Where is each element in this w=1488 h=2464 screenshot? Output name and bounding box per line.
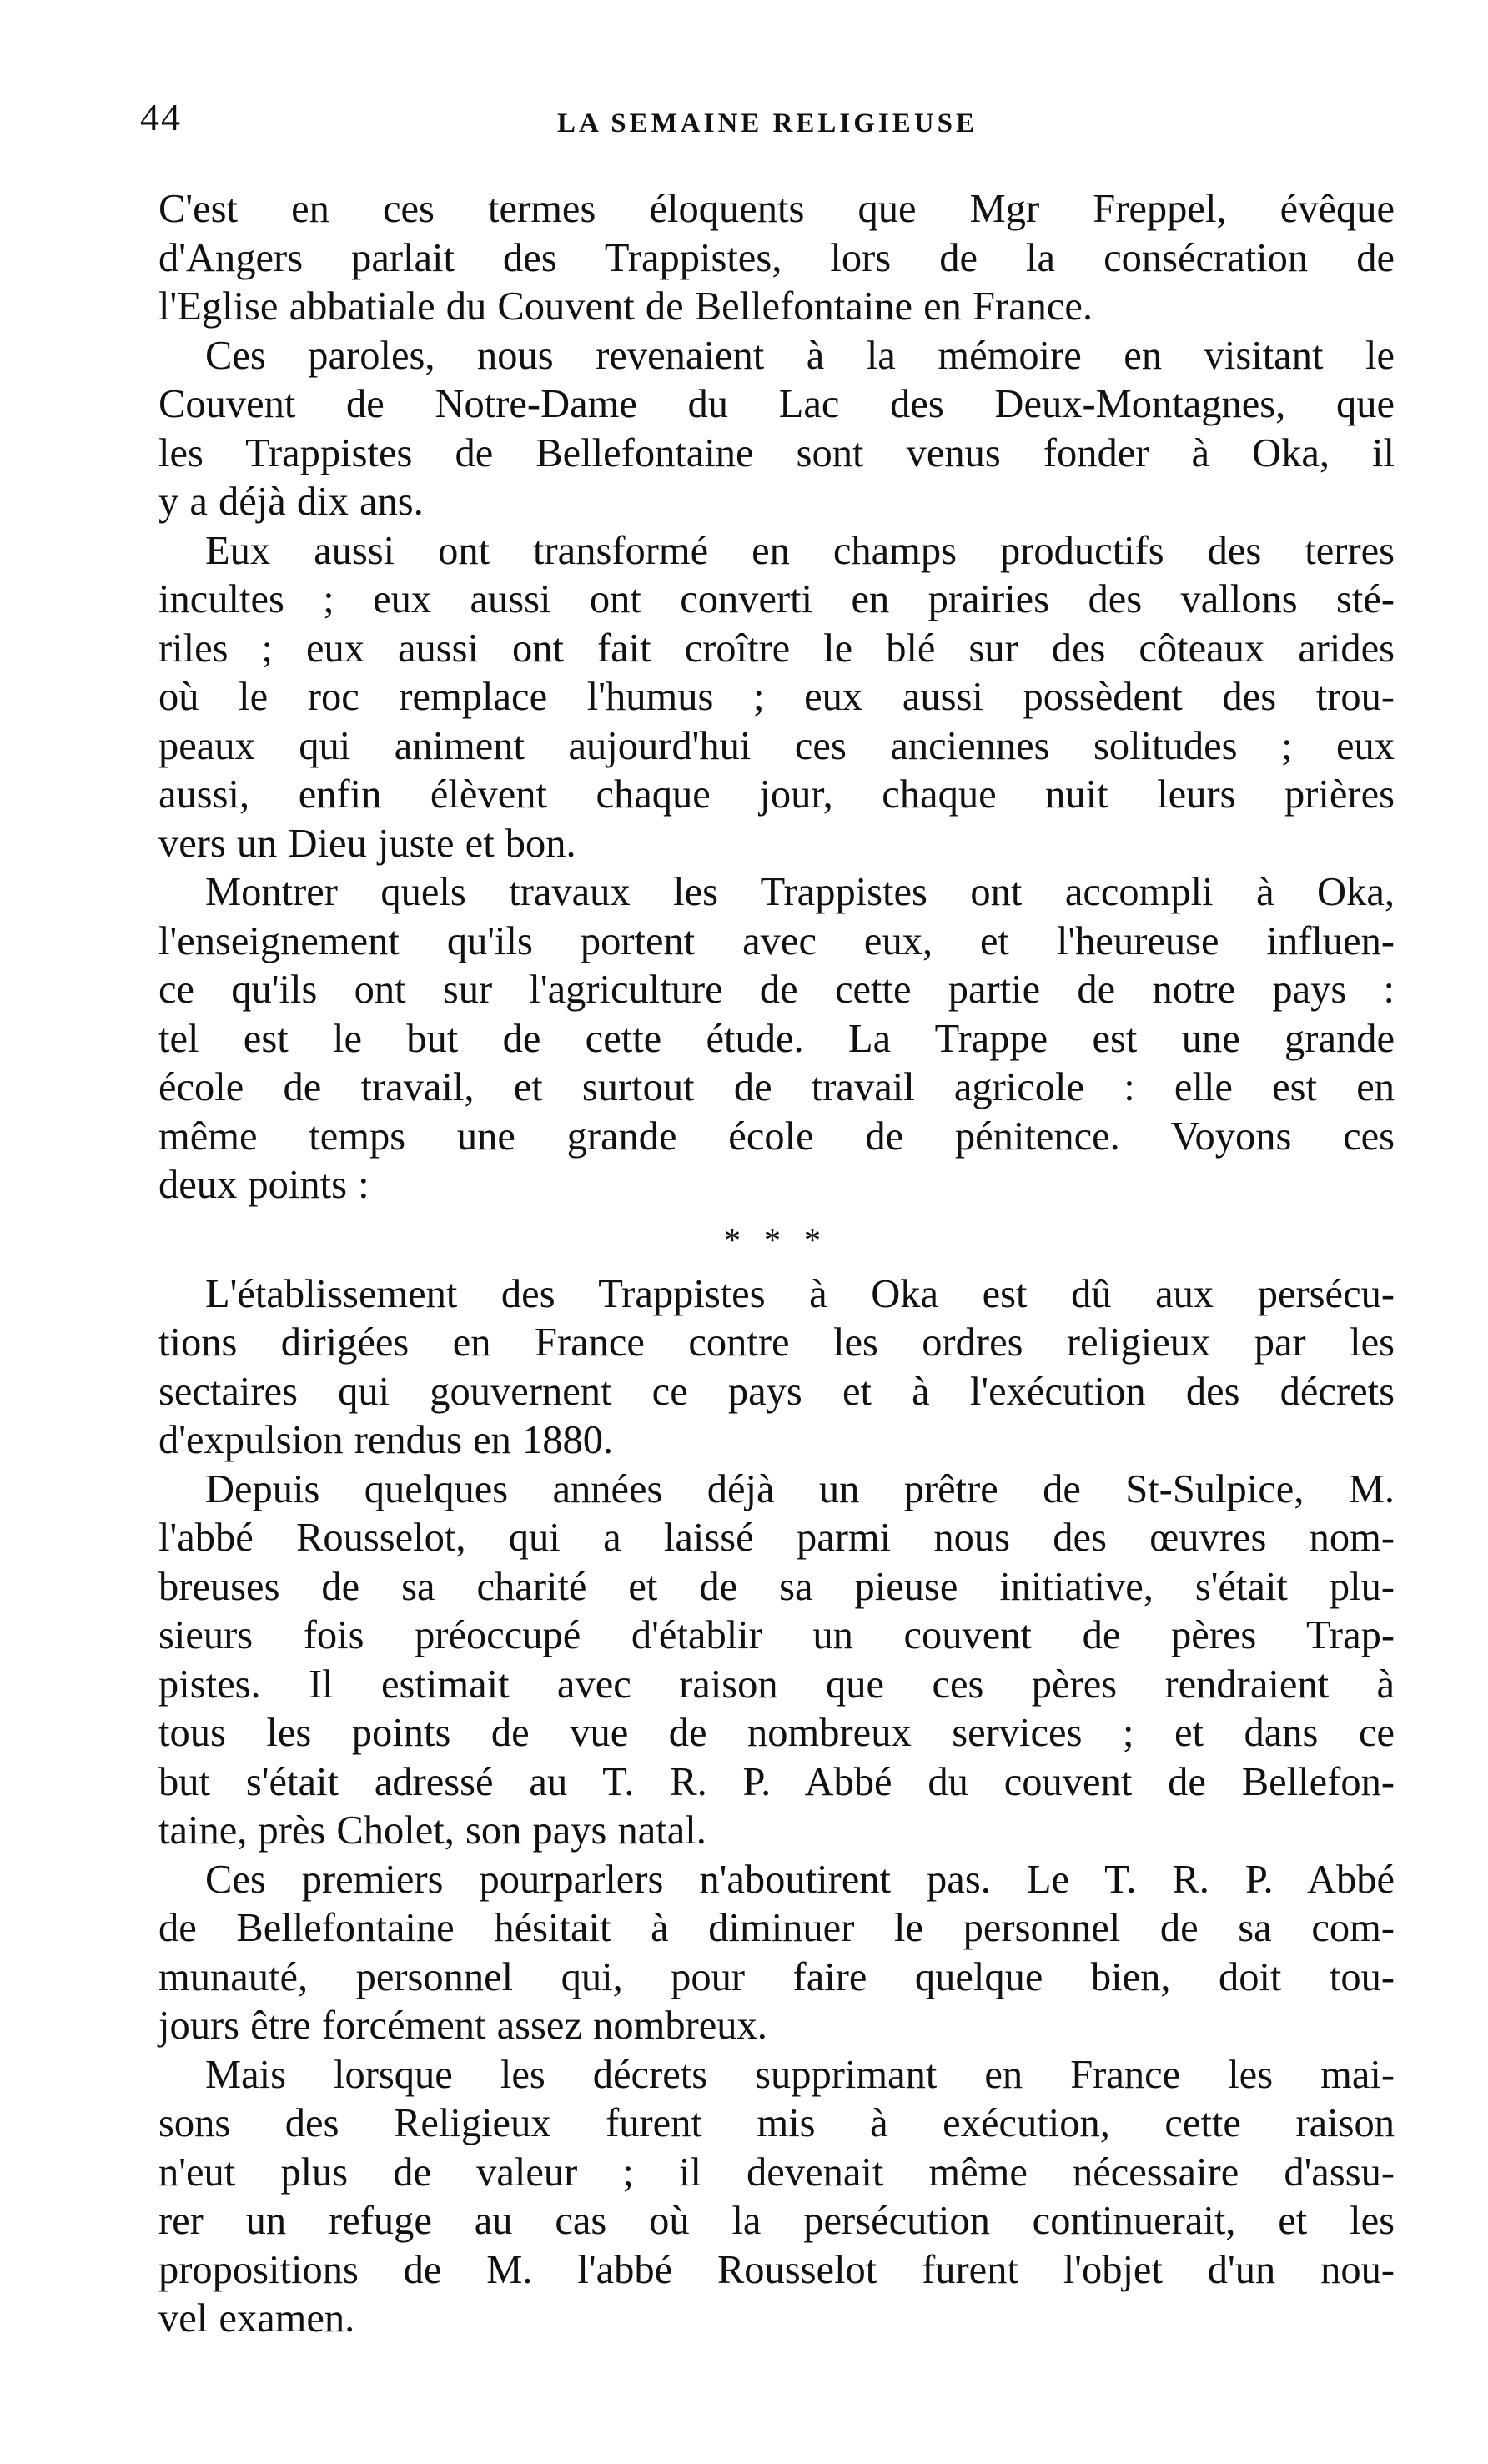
text-line: Eux aussi ont transformé en champs productifs des terres (205, 528, 1395, 573)
text-line: l'abbé Rousselot, qui a laissé parmi nous des œuvres nom- (158, 1516, 1395, 1560)
body-text (158, 185, 1395, 2344)
text-line: but s'était adressé au T. R. P. Abbé du couvent de Bellefon- (158, 1759, 1395, 1804)
text-line: C'est en ces termes éloquents que Mgr Freppel, évêque (158, 187, 1395, 231)
text-line: aussi, enfin élèvent chaque jour, chaque nuit leurs prières (158, 772, 1395, 817)
text-line: d'expulsion rendus en 1880. (158, 1418, 614, 1462)
text-line: les Trappistes de Bellefontaine sont venus fonder à Oka, il (158, 430, 1395, 475)
text-line: même temps une grande école de pénitence. Voyons ces (158, 1114, 1395, 1159)
text-line: jours être forcément assez nombreux. (158, 2004, 767, 2048)
text-line: d'Angers parlait des Trappistes, lors de la consécration de (158, 235, 1395, 280)
text-line: l'Eglise abbatiale du Couvent de Bellefontaine en France. (158, 284, 1093, 329)
section-break-asterisks: * * * (723, 1220, 829, 1259)
text-line: Montrer quels travaux les Trappistes ont accompli à Oka, (205, 870, 1395, 914)
text-line: y a déjà dix ans. (158, 480, 424, 524)
text-line: riles ; eux aussi ont fait croître le blé sur des côteaux arides (158, 626, 1395, 671)
text-line: munauté, personnel qui, pour faire quelque bien, doit tou- (158, 1954, 1395, 1999)
text-line: l'enseignement qu'ils portent avec eux, et l'heureuse influen- (158, 918, 1395, 963)
text-line: où le roc remplace l'humus ; eux aussi possèdent des trou- (158, 675, 1395, 719)
text-line: L'établissement des Trappistes à Oka est dû aux persécu- (205, 1271, 1395, 1316)
page-number: 44 (140, 96, 182, 138)
text-line: tel est le but de cette étude. La Trappe est une grande (158, 1016, 1395, 1061)
text-line: taine, près Cholet, son pays natal. (158, 1808, 706, 1853)
text-line: pistes. Il estimait avec raison que ces pères rendraient à (158, 1662, 1395, 1707)
text-line: Depuis quelques années déjà un prêtre de St-Sulpice, M. (205, 1466, 1395, 1511)
text-line: tions dirigées en France contre les ordres religieux par les (158, 1320, 1395, 1365)
text-line: Mais lorsque les décrets supprimant en France les mai- (205, 2052, 1395, 2097)
text-line: n'eut plus de valeur ; il devenait même nécessaire d'assu- (158, 2150, 1395, 2195)
text-line: ce qu'ils ont sur l'agriculture de cette partie de notre pays : (158, 968, 1395, 1012)
text-line: sectaires qui gouvernent ce pays et à l'exécution des décrets (158, 1369, 1395, 1414)
text-line: propositions de M. l'abbé Rousselot furent l'objet d'un nou- (158, 2247, 1395, 2292)
text-line: vers un Dieu juste et bon. (158, 821, 576, 866)
text-line: vel examen. (158, 2296, 355, 2341)
text-line: école de travail, et surtout de travail agricole : elle est en (158, 1065, 1395, 1109)
text-line: incultes ; eux aussi ont converti en prairies des vallons sté- (158, 577, 1395, 621)
text-line: peaux qui animent aujourd'hui ces anciennes solitudes ; eux (158, 723, 1395, 768)
text-line: rer un refuge au cas où la persécution continuerait, et les (158, 2199, 1395, 2243)
text-line: sons des Religieux furent mis à exécution, cette raison (158, 2101, 1395, 2145)
text-line: Couvent de Notre-Dame du Lac des Deux-Montagnes, que (158, 382, 1395, 426)
text-line: deux points : (158, 1163, 369, 1207)
text-line: Ces premiers pourparlers n'aboutirent pas. Le T. R. P. Abbé (205, 1857, 1395, 1902)
text-line: de Bellefontaine hésitait à diminuer le personnel de sa com- (158, 1906, 1395, 1950)
text-line: Ces paroles, nous revenaient à la mémoire en visitant le (205, 333, 1395, 378)
text-line: tous les points de vue de nombreux services ; et dans ce (158, 1711, 1395, 1755)
text-line: breuses de sa charité et de sa pieuse initiative, s'était plu- (158, 1564, 1395, 1609)
running-head: LA SEMAINE RELIGIEUSE (557, 108, 978, 138)
text-line: sieurs fois préoccupé d'établir un couvent de pères Trap- (158, 1613, 1395, 1657)
